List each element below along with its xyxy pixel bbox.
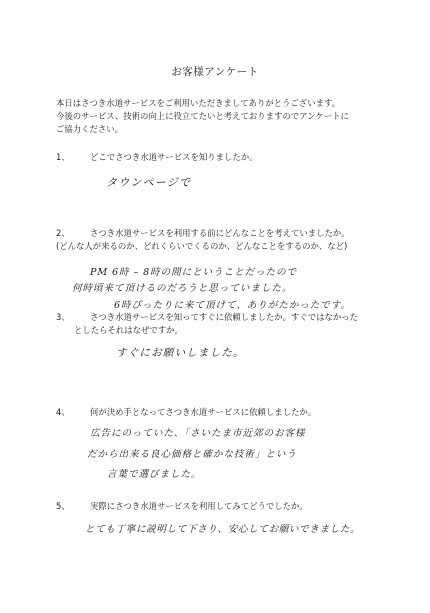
question-text: 実際にさつき水道サービスを利用してみてどうでしたか。 bbox=[90, 501, 308, 511]
question-number: 2、 bbox=[56, 228, 70, 238]
answer-5-line: とても丁寧に説明して下さり、安心してお願いできました。 bbox=[85, 524, 361, 535]
answer-4-line: 言葉で選びました。 bbox=[107, 469, 202, 480]
intro-line: 今後のサービス、技術の向上に役立てたいと考えておりますのでアンケートに bbox=[56, 111, 349, 121]
answer-4-line: だから出来る良心価格と確かな技術」という bbox=[87, 449, 297, 460]
question-4 bbox=[56, 406, 316, 418]
intro-line: 本日はさつき水道サービスをご利用いただきましてありがとうございます。 bbox=[56, 98, 341, 108]
question-1 bbox=[56, 151, 258, 163]
answer-2-line: 何時頃来て頂けるのだろうと思っていました。 bbox=[72, 283, 293, 294]
answer-1-line: タウンページで bbox=[106, 176, 192, 189]
question-2 bbox=[56, 227, 350, 239]
question-text: どこでさつき水道サービスを知りましたか。 bbox=[90, 152, 258, 162]
question-3-sub: としたらそれはなぜですか。 bbox=[74, 325, 183, 335]
question-text: さつき水道サービスを利用する前にどんなことを考えていましたか。 bbox=[90, 228, 350, 238]
answer-2-line: 6時ぴったりに来て頂けて、ありがたかったです。 bbox=[114, 300, 351, 311]
intro-line: ご協力ください。 bbox=[56, 124, 123, 134]
question-text: さつき水道サービスを知ってすぐに依頼しましたか。すぐではなかった bbox=[90, 312, 358, 322]
answer-3-line: すぐにお願いしました。 bbox=[116, 347, 245, 359]
question-text: 何が決め手となってさつき水道サービスに依頼しましたか。 bbox=[90, 407, 317, 417]
question-number: 3、 bbox=[56, 312, 70, 322]
question-number: 4、 bbox=[56, 407, 70, 417]
question-number: 1、 bbox=[56, 152, 70, 162]
question-number: 5、 bbox=[56, 501, 70, 511]
question-2-sub: (どんな人が来るのか、どれくらいでくるのか、どんなことをするのか、など) bbox=[56, 241, 348, 251]
page-title: お客様アンケート bbox=[171, 66, 259, 78]
answer-4-line: 広告にのっていた、「さいたま市近郊のお客様 bbox=[90, 428, 306, 439]
question-5 bbox=[56, 500, 308, 512]
intro-text bbox=[56, 97, 396, 136]
question-3 bbox=[56, 311, 358, 323]
answer-2-line: PM 6時 – 8時の間にということだったので bbox=[90, 267, 298, 278]
